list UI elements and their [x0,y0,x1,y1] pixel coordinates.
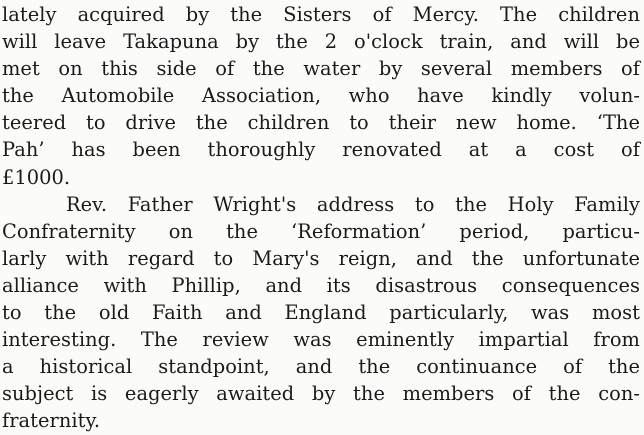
text-line: the Automobile Association, who have kindly volun- [2,84,640,108]
text-line: Pah’ has been thoroughly renovated at a cost of [2,138,640,162]
text-line: teered to drive the children to their new home. ‘The [2,111,640,135]
text-line: will leave Takapuna by the 2 o'clock train, and will be [2,30,640,54]
text-line: fraternity. [2,409,101,433]
text-line: Confraternity on the ‘Reformation’ period, particu- [2,219,640,243]
text-line: alliance with Phillip, and its disastrous consequences [2,273,640,297]
text-line: interesting. The review was eminently impartial from [2,328,640,352]
paragraph-start-line: Rev. Father Wright's address to the Holy Family [66,192,640,216]
text-line: larly with regard to Mary's reign, and the unfortunate [2,246,640,270]
text-line: to the old Faith and England particularly, was most [2,301,640,325]
text-line: £1000. [2,165,71,189]
text-line: lately acquired by the Sisters of Mercy. The children [2,3,640,26]
article-text [2,1,640,435]
text-line: subject is eagerly awaited by the members of the con- [2,382,640,406]
text-line: a historical standpoint, and the continuance of the [2,355,640,379]
text-line: met on this side of the water by several members of [2,57,640,81]
